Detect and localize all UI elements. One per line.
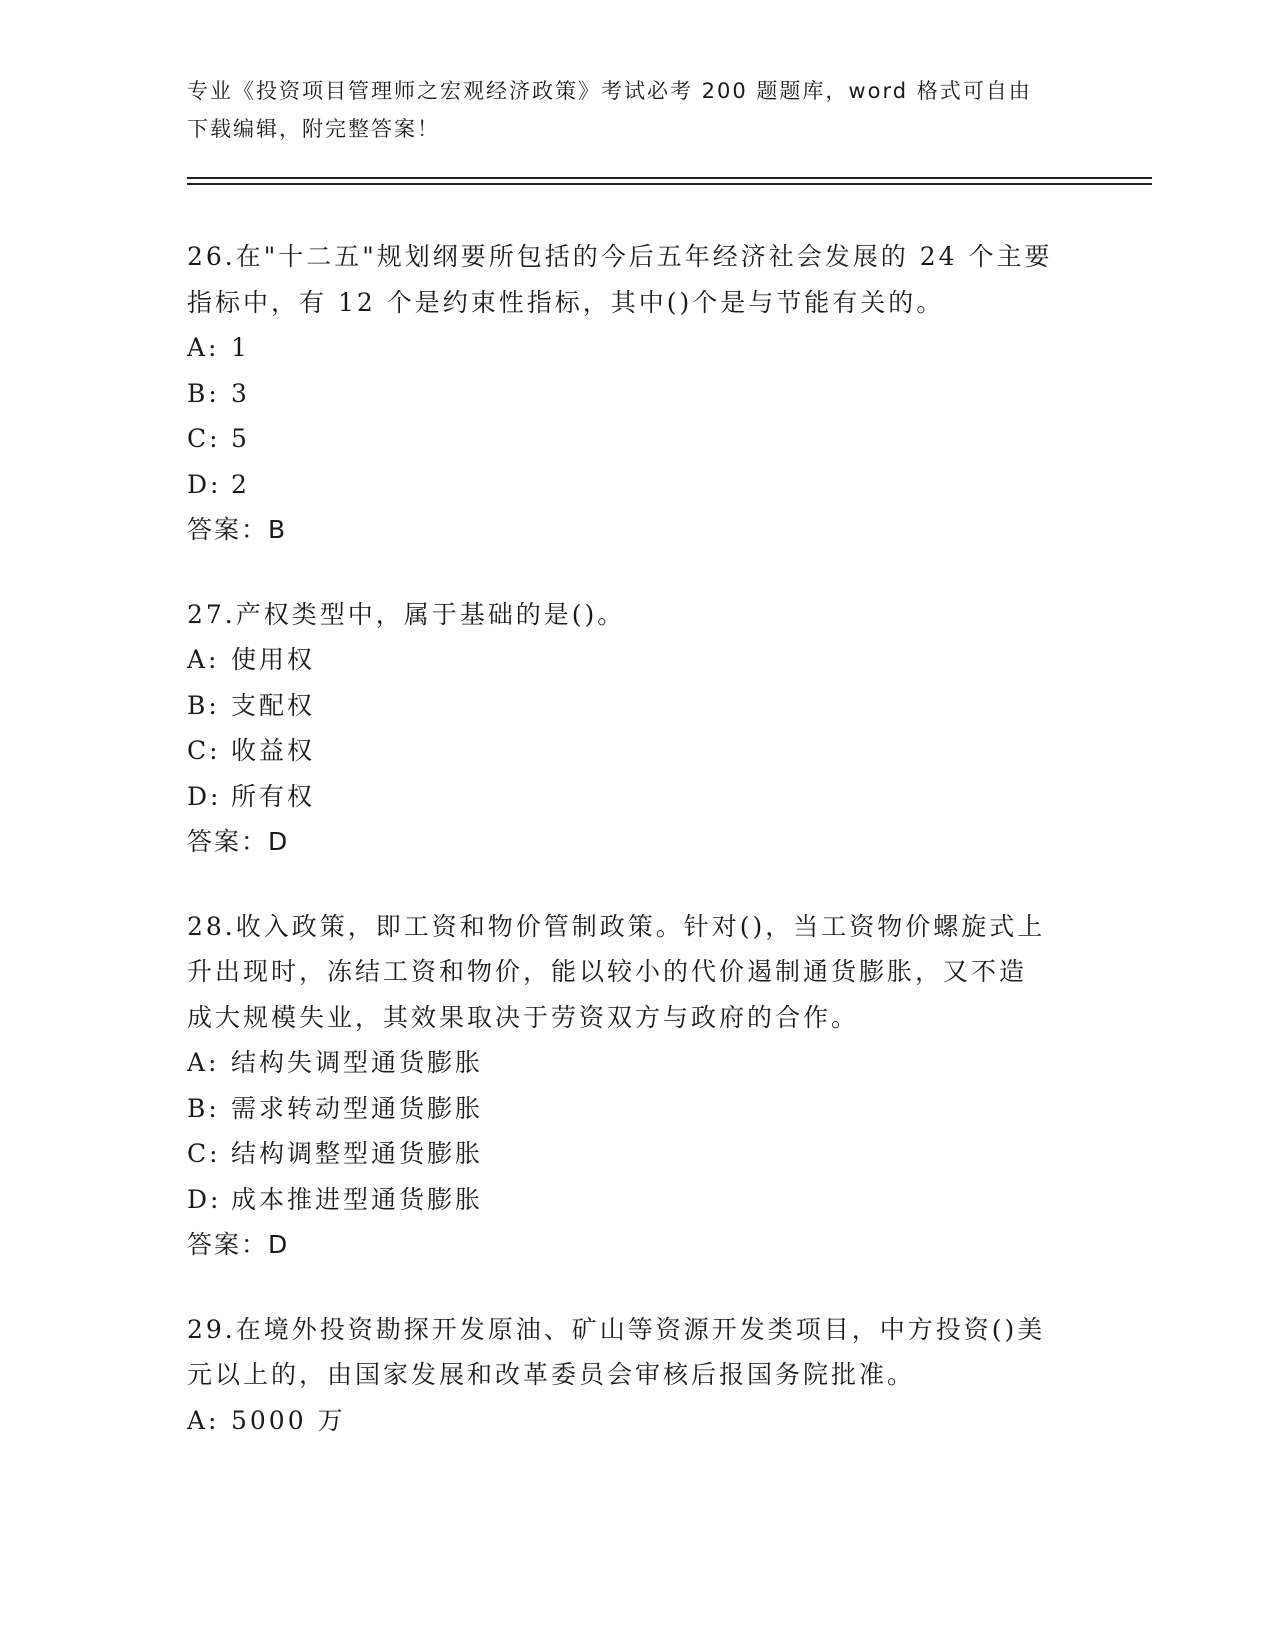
document-header bbox=[187, 72, 1067, 148]
question-list bbox=[187, 234, 1087, 1482]
question-block bbox=[187, 592, 1087, 865]
header-divider-top bbox=[187, 177, 1152, 179]
option-key: A: bbox=[187, 333, 220, 362]
question-text-line: 升出现时，冻结工资和物价，能以较小的代价遏制通货膨胀，又不造 bbox=[187, 957, 1028, 986]
option-key: C: bbox=[187, 424, 221, 453]
option-text: 5000 万 bbox=[231, 1405, 346, 1435]
option-key: C: bbox=[187, 1139, 221, 1168]
option-text: 结构调整型通货膨胀 bbox=[231, 1139, 484, 1168]
answer-option bbox=[187, 637, 1087, 683]
question-text-line: 26.在"十二五"规划纲要所包括的今后五年经济社会发展的 24 个主要 bbox=[187, 242, 1053, 271]
option-text: 使用权 bbox=[231, 645, 316, 674]
header-divider-bottom bbox=[187, 183, 1152, 185]
answer-option bbox=[187, 1177, 1087, 1223]
question-text-line: 29.在境外投资勘探开发原油、矿山等资源开发类项目，中方投资()美 bbox=[187, 1314, 1046, 1344]
answer-option bbox=[187, 462, 1087, 508]
option-key: D: bbox=[187, 1184, 222, 1214]
question-block bbox=[187, 1307, 1087, 1444]
question-text-line: 27.产权类型中，属于基础的是()。 bbox=[187, 599, 626, 629]
option-text: 成本推进型通货膨胀 bbox=[231, 1184, 484, 1214]
question-text-line: 成大规模失业，其效果取决于劳资双方与政府的合作。 bbox=[187, 1002, 860, 1032]
option-key: D: bbox=[187, 469, 222, 499]
answer-option bbox=[187, 683, 1087, 729]
option-key: A: bbox=[187, 645, 220, 674]
question-block bbox=[187, 904, 1087, 1268]
option-key: B: bbox=[187, 1093, 220, 1123]
option-text: 所有权 bbox=[231, 781, 316, 811]
answer-key: 答案：B bbox=[187, 515, 288, 544]
answer-option bbox=[187, 416, 1087, 462]
answer-key: 答案：D bbox=[187, 827, 290, 856]
option-text: 1 bbox=[231, 333, 250, 362]
option-text: 5 bbox=[231, 424, 250, 453]
question-text-line: 元以上的，由国家发展和改革委员会审核后报国务院批准。 bbox=[187, 1360, 916, 1389]
answer-option bbox=[187, 1086, 1087, 1132]
option-key: D: bbox=[187, 781, 222, 811]
option-key: B: bbox=[187, 690, 220, 720]
answer-option bbox=[187, 371, 1087, 417]
option-key: C: bbox=[187, 736, 221, 765]
header-line-1: 专业《投资项目管理师之宏观经济政策》考试必考 200 题题库，word 格式可自由 bbox=[187, 79, 1032, 103]
answer-option bbox=[187, 325, 1087, 371]
option-text: 支配权 bbox=[231, 690, 316, 720]
option-text: 需求转动型通货膨胀 bbox=[231, 1093, 484, 1123]
header-line-2: 下载编辑，附完整答案！ bbox=[187, 117, 440, 141]
option-text: 2 bbox=[231, 469, 250, 499]
answer-option bbox=[187, 728, 1087, 774]
question-text-line: 28.收入政策，即工资和物价管制政策。针对()，当工资物价螺旋式上 bbox=[187, 911, 1046, 941]
option-text: 结构失调型通货膨胀 bbox=[231, 1048, 484, 1077]
option-key: A: bbox=[187, 1048, 220, 1077]
question-text-line: 指标中，有 12 个是约束性指标，其中()个是与节能有关的。 bbox=[187, 287, 945, 317]
option-text: 收益权 bbox=[231, 736, 316, 765]
option-key: B: bbox=[187, 378, 220, 408]
option-key: A: bbox=[187, 1405, 220, 1435]
answer-option bbox=[187, 774, 1087, 820]
option-text: 3 bbox=[231, 378, 250, 408]
answer-key: 答案：D bbox=[187, 1230, 290, 1259]
answer-option bbox=[187, 1131, 1087, 1177]
answer-option bbox=[187, 1398, 1087, 1444]
answer-option bbox=[187, 1040, 1087, 1086]
question-block bbox=[187, 234, 1087, 553]
